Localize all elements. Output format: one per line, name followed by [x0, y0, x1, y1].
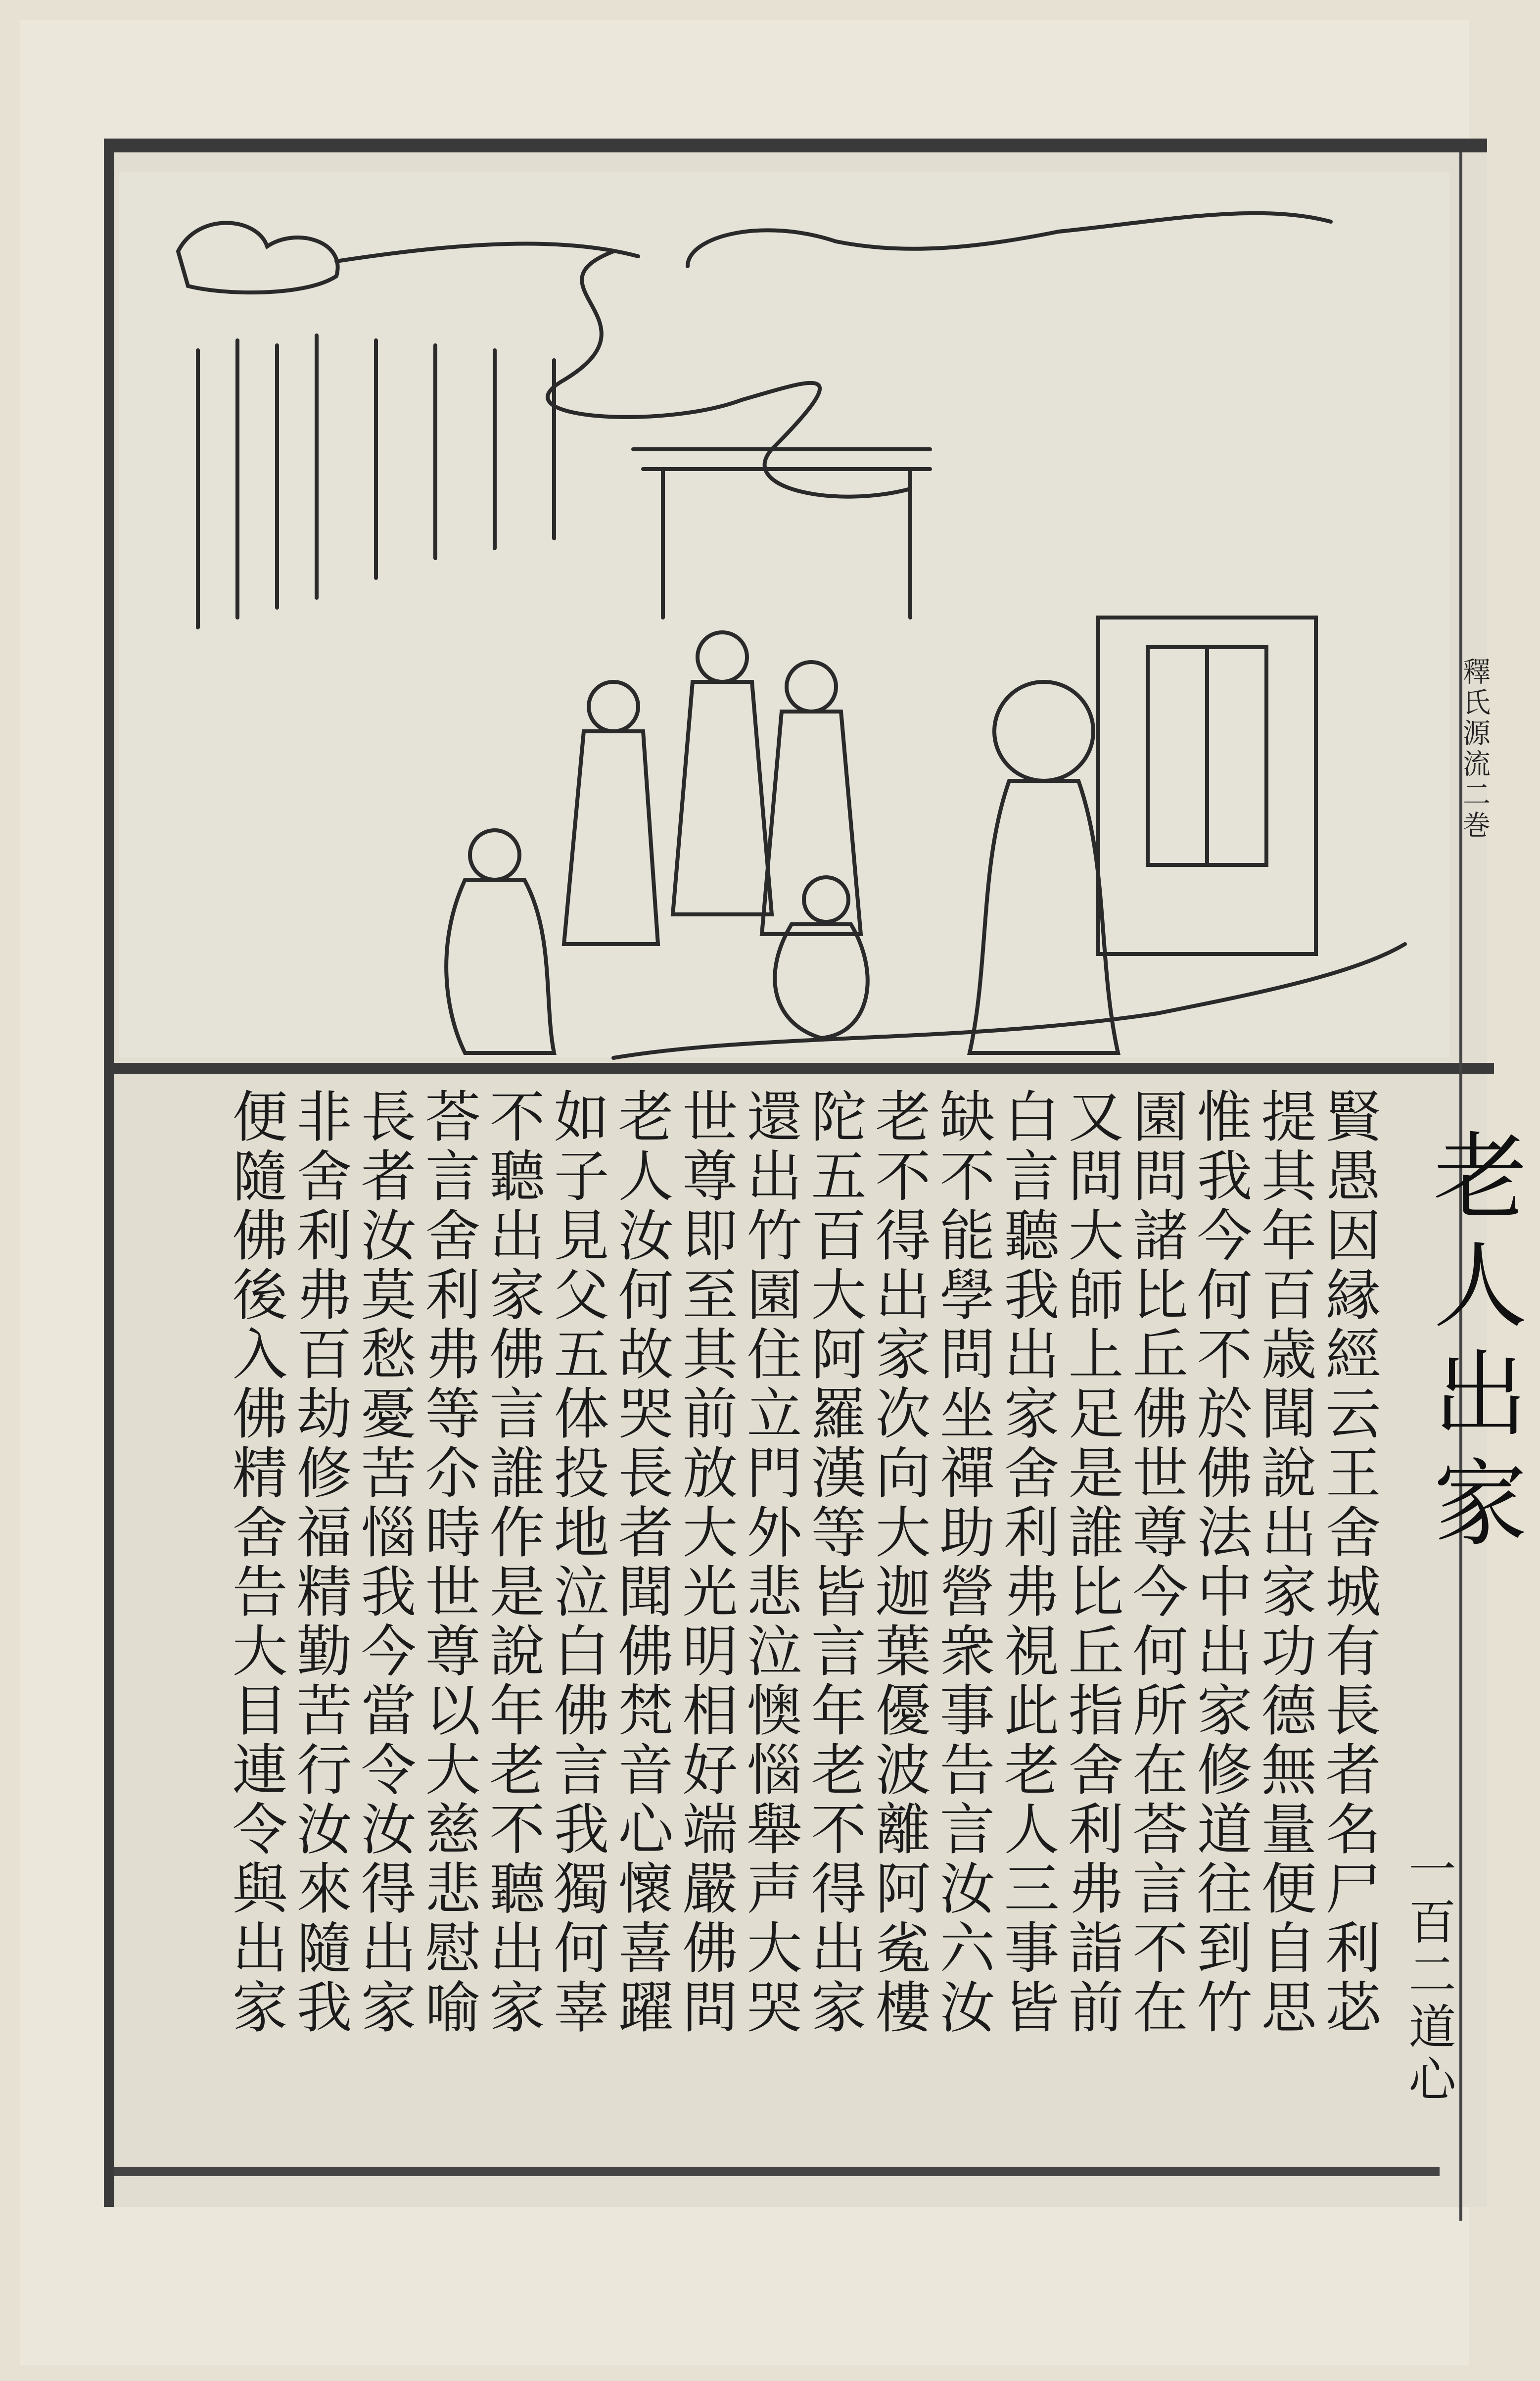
- illustration-scene: [119, 172, 1449, 1058]
- cloud-left: [178, 223, 338, 293]
- printed-block: [104, 139, 1527, 2207]
- text-column: 老人汝何故哭長者聞佛梵音心懷喜躍: [609, 1088, 673, 2038]
- buddha-halo: [994, 682, 1093, 781]
- text-column: 白言聽我出家舍利弗視此老人三事皆: [995, 1088, 1059, 2038]
- text-column: 還出竹園住立門外悲泣懊惱舉声大哭: [738, 1088, 802, 2038]
- buddha-figure: [970, 781, 1118, 1053]
- woodblock-illustration: [119, 172, 1449, 1058]
- text-column: 世尊即至其前放大光明相好端嚴佛問: [673, 1088, 738, 2038]
- story-number: 一百二道心: [1401, 1845, 1456, 2107]
- monk-1: [564, 731, 658, 944]
- margin-label: 釋氏源流二巻: [1458, 657, 1491, 841]
- text-column: 荅言舍利弗等尒時世尊以大慈悲慰喻: [416, 1088, 480, 2038]
- text-column: 缺不能學問坐禪助營衆事告言汝六汝: [931, 1088, 995, 2038]
- text-column: 惟我今何不於佛法中出家修道往到竹: [1188, 1088, 1252, 2038]
- bottom-border: [114, 2167, 1440, 2176]
- text-column: 不聽出家佛言誰作是說年老不聽出家: [480, 1088, 545, 2038]
- text-column: 便隨佛後入佛精舍告大目連令與出家: [223, 1088, 287, 2038]
- text-column: 賢愚因縁經云王舍城有長者名尸利苾: [1316, 1088, 1381, 2038]
- elder-kneeling: [775, 924, 868, 1038]
- text-column: 長者汝莫愁憂苦惱我今當令汝得出家: [352, 1088, 416, 2038]
- horizontal-divider: [114, 1063, 1494, 1074]
- elder-standing: [446, 880, 554, 1053]
- text-column: 提其年百歳聞說出家功德無量便自思: [1252, 1088, 1316, 2038]
- cloud-right: [688, 230, 1059, 266]
- monk-2: [673, 682, 772, 914]
- winding-path: [548, 251, 910, 497]
- story-title: 老人出家: [1418, 1127, 1527, 1563]
- text-column: 園問諸比丘佛世尊今何所在荅言不在: [1123, 1088, 1188, 2038]
- text-body: [158, 1088, 1527, 2176]
- text-column: 如子見父五体投地泣白佛言我獨何辜: [545, 1088, 609, 2038]
- text-column: 陀五百大阿羅漢等皆言年老不得出家: [802, 1088, 866, 2038]
- text-column: 又問大師上足是誰比丘指舍利弗詣前: [1059, 1088, 1123, 2038]
- text-column: 老不得出家次向大迦葉優波離阿㝹樓: [866, 1088, 931, 2038]
- monk-3: [762, 712, 861, 934]
- text-column: 非舍利弗百劫修福精勤苦行汝來隨我: [287, 1088, 352, 2038]
